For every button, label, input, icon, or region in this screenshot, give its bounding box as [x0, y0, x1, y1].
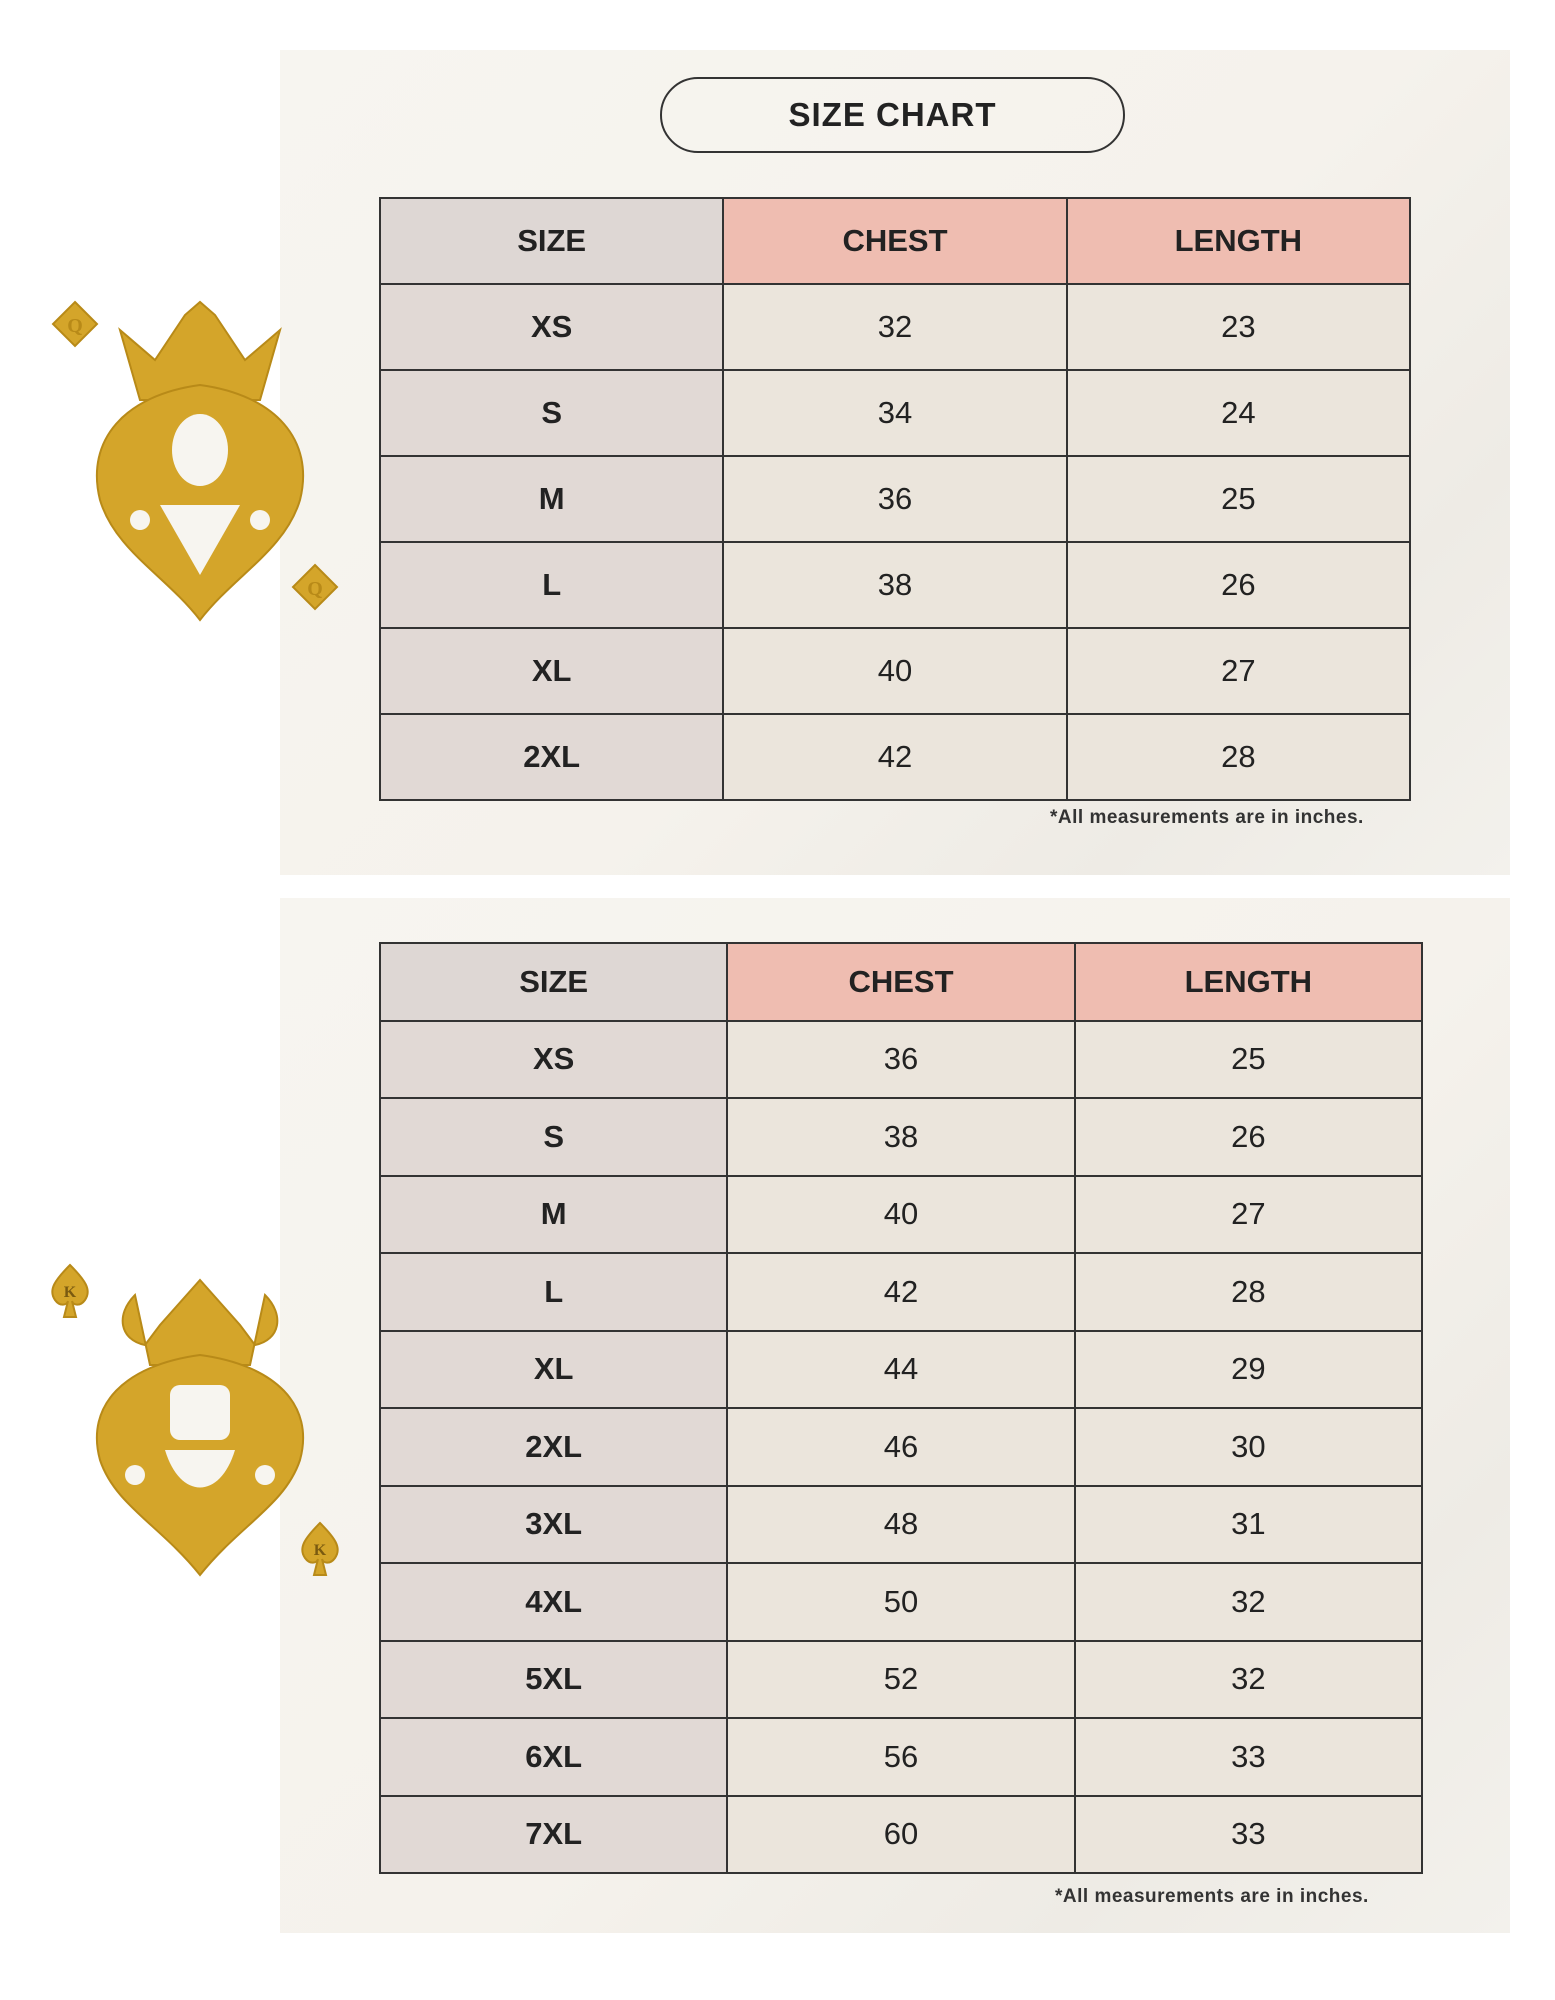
length-cell: 26 — [1075, 1098, 1422, 1176]
table-row — [380, 1641, 1422, 1719]
chest-cell: 42 — [723, 714, 1066, 800]
svg-text:Q: Q — [67, 315, 83, 337]
queen-size-table — [379, 197, 1411, 801]
chest-cell: 48 — [727, 1486, 1074, 1564]
header-size: SIZE — [380, 198, 723, 284]
header-size: SIZE — [380, 943, 727, 1021]
chest-cell: 46 — [727, 1408, 1074, 1486]
measurement-note: *All measurements are in inches. — [1050, 807, 1364, 828]
table-row — [380, 1796, 1422, 1874]
size-cell: XS — [380, 284, 723, 370]
size-cell: 5XL — [380, 1641, 727, 1719]
chest-cell: 32 — [723, 284, 1066, 370]
chest-cell: 42 — [727, 1253, 1074, 1331]
size-cell: 4XL — [380, 1563, 727, 1641]
size-cell: XL — [380, 628, 723, 714]
table-row — [380, 456, 1410, 542]
chest-cell: 34 — [723, 370, 1066, 456]
table-row — [380, 714, 1410, 800]
king-size-table — [379, 942, 1423, 1874]
header-chest: CHEST — [727, 943, 1074, 1021]
table-row — [380, 628, 1410, 714]
chest-cell: 38 — [727, 1098, 1074, 1176]
length-cell: 24 — [1067, 370, 1410, 456]
size-chart-title: SIZE CHART — [660, 77, 1125, 153]
svg-text:K: K — [63, 1284, 77, 1301]
table-row — [380, 1331, 1422, 1409]
chest-cell: 60 — [727, 1796, 1074, 1874]
svg-text:Q: Q — [307, 578, 323, 600]
table-row — [380, 1176, 1422, 1254]
table-row — [380, 1486, 1422, 1564]
svg-text:K: K — [313, 1542, 327, 1559]
length-cell: 32 — [1075, 1563, 1422, 1641]
size-cell: M — [380, 456, 723, 542]
table-header-row — [380, 943, 1422, 1021]
chest-cell: 56 — [727, 1718, 1074, 1796]
header-length: LENGTH — [1075, 943, 1422, 1021]
length-cell: 29 — [1075, 1331, 1422, 1409]
size-cell: 6XL — [380, 1718, 727, 1796]
chest-cell: 44 — [727, 1331, 1074, 1409]
length-cell: 28 — [1075, 1253, 1422, 1331]
length-cell: 23 — [1067, 284, 1410, 370]
table-row — [380, 1098, 1422, 1176]
header-chest: CHEST — [723, 198, 1066, 284]
chest-cell: 36 — [727, 1021, 1074, 1099]
table-row — [380, 1408, 1422, 1486]
size-cell: 2XL — [380, 714, 723, 800]
queen-card-logo-icon — [45, 290, 355, 630]
chest-cell: 38 — [723, 542, 1066, 628]
length-cell: 25 — [1067, 456, 1410, 542]
size-cell: L — [380, 542, 723, 628]
length-cell: 30 — [1075, 1408, 1422, 1486]
length-cell: 33 — [1075, 1718, 1422, 1796]
length-cell: 25 — [1075, 1021, 1422, 1099]
table-row — [380, 370, 1410, 456]
header-length: LENGTH — [1067, 198, 1410, 284]
measurement-note: *All measurements are in inches. — [1055, 1886, 1369, 1907]
size-cell: S — [380, 370, 723, 456]
size-cell: 3XL — [380, 1486, 727, 1564]
size-cell: 7XL — [380, 1796, 727, 1874]
length-cell: 27 — [1075, 1176, 1422, 1254]
chest-cell: 36 — [723, 456, 1066, 542]
size-cell: L — [380, 1253, 727, 1331]
table-row — [380, 1021, 1422, 1099]
table-header-row — [380, 198, 1410, 284]
length-cell: 26 — [1067, 542, 1410, 628]
table-row — [380, 1718, 1422, 1796]
chest-cell: 40 — [727, 1176, 1074, 1254]
table-row — [380, 1253, 1422, 1331]
length-cell: 28 — [1067, 714, 1410, 800]
king-card-logo-icon — [40, 1255, 360, 1585]
length-cell: 27 — [1067, 628, 1410, 714]
size-cell: S — [380, 1098, 727, 1176]
size-cell: 2XL — [380, 1408, 727, 1486]
size-cell: M — [380, 1176, 727, 1254]
table-row — [380, 542, 1410, 628]
length-cell: 31 — [1075, 1486, 1422, 1564]
table-row — [380, 284, 1410, 370]
size-cell: XL — [380, 1331, 727, 1409]
size-cell: XS — [380, 1021, 727, 1099]
table-row — [380, 1563, 1422, 1641]
chest-cell: 40 — [723, 628, 1066, 714]
chest-cell: 50 — [727, 1563, 1074, 1641]
length-cell: 33 — [1075, 1796, 1422, 1874]
chest-cell: 52 — [727, 1641, 1074, 1719]
length-cell: 32 — [1075, 1641, 1422, 1719]
